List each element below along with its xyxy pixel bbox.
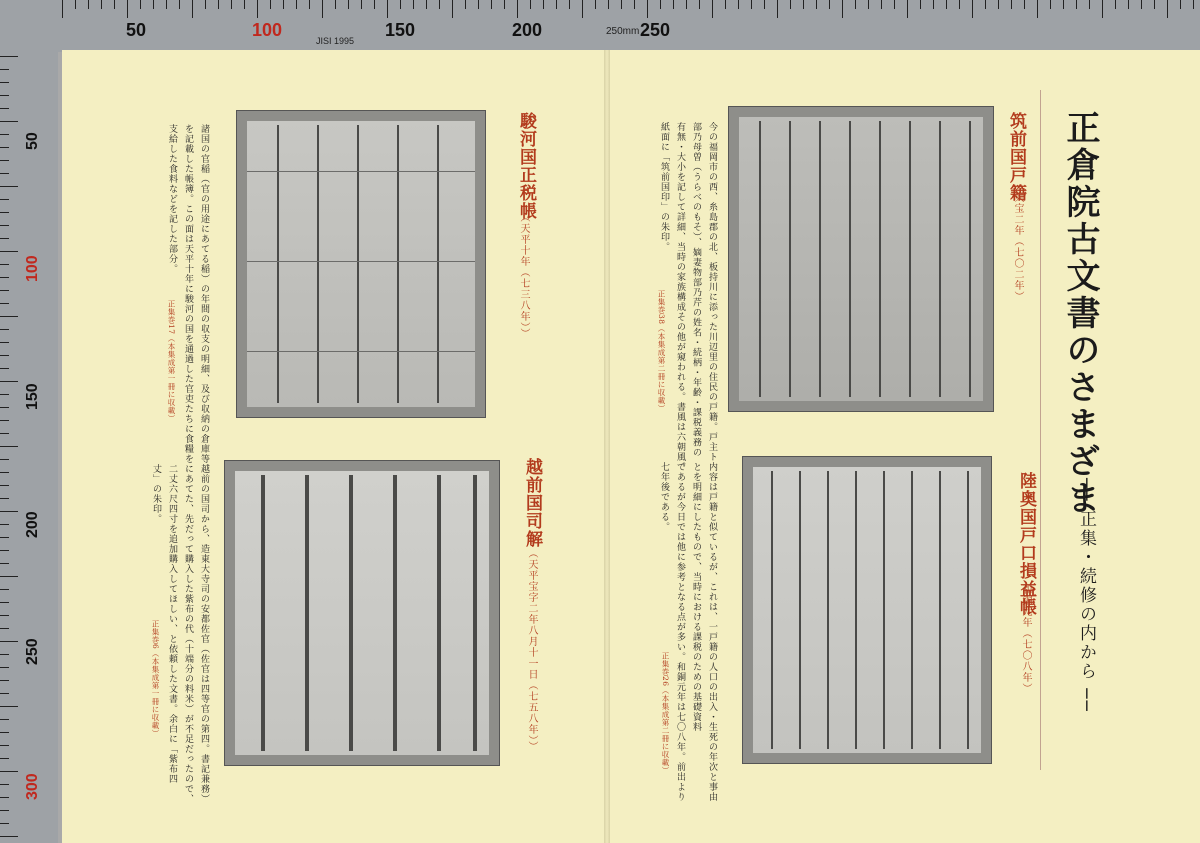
ruler-tick	[0, 628, 9, 629]
ruler-tick	[0, 420, 9, 421]
ruler-tick	[0, 173, 9, 174]
ruler-tick	[413, 0, 414, 9]
ruler-tick	[426, 0, 427, 9]
ruler-tick	[0, 95, 9, 96]
ruler-tick	[595, 0, 596, 9]
doc-date-mutsu: 和銅元年（七〇八年）	[1020, 584, 1031, 694]
doc-body-line: を記載した帳簿。この面は天平十年に駿河の国を通過した官吏たちに食糧を	[183, 124, 193, 464]
ruler-tick	[1180, 0, 1181, 9]
ruler-tick	[959, 0, 960, 9]
ruler-tick	[725, 0, 726, 9]
ruler-tick	[0, 446, 18, 447]
doc-body-line: とを明細にしたもので、当時における課税のための基礎資料	[691, 462, 701, 732]
ruler-tick	[0, 836, 18, 837]
ruler-tick	[751, 0, 752, 9]
doc-title-mutsu: 陸奥国戸口損益帳	[1016, 472, 1036, 616]
ruler-tick	[1063, 0, 1064, 9]
ruler-tick	[88, 0, 89, 9]
ruler-tick	[0, 537, 9, 538]
ruler-tick	[530, 0, 531, 9]
ruler-tick	[465, 0, 466, 9]
ruler-tick	[0, 290, 9, 291]
ruler-tick	[673, 0, 674, 9]
ruler-tick	[868, 0, 869, 9]
ruler-tick	[244, 0, 245, 9]
ruler-number: 100	[24, 255, 41, 282]
doc-date-chikuzen: 大宝二年（七〇二年）	[1012, 192, 1023, 302]
ruler-tick	[374, 0, 375, 9]
ruler-top	[0, 0, 1200, 52]
ruler-tick	[660, 0, 661, 9]
doc-body-line: 部乃母曽（うらべのもそ）、嫡妻物部乃芹の姓名・続柄・年齢・課税義務の	[691, 122, 701, 458]
ruler-tick	[335, 0, 336, 9]
ruler-tick	[803, 0, 804, 9]
ruler-left	[0, 0, 58, 843]
ruler-tick	[0, 82, 9, 83]
ruler-tick	[179, 0, 180, 9]
ruler-tick	[0, 212, 9, 213]
ruler-tick	[0, 563, 9, 564]
doc-citation-echizen: 正集巻6（本集成第一冊に収載）	[151, 620, 160, 738]
ruler-tick	[0, 199, 9, 200]
ruler-tick	[140, 0, 141, 9]
ruler-tick	[0, 823, 9, 824]
ruler-tick	[0, 368, 9, 369]
ruler-tick	[153, 0, 154, 9]
ruler-tick	[0, 511, 18, 512]
ruler-tick	[348, 0, 349, 9]
ruler-tick	[1167, 0, 1168, 18]
ruler-tick	[556, 0, 557, 9]
page-subtitle: ── 正集・続修の内から ──	[1076, 478, 1096, 713]
ruler-tick	[166, 0, 167, 9]
doc-body-line: 丈」の朱印。	[151, 464, 161, 524]
ruler-tick	[0, 498, 9, 499]
ruler-tick	[0, 797, 9, 798]
ruler-tick	[0, 719, 9, 720]
ruler-tick	[0, 251, 18, 252]
ruler-number: 200	[24, 511, 41, 538]
ruler-number: 50	[126, 20, 147, 40]
ruler-tick	[0, 407, 9, 408]
ruler-tick	[1011, 0, 1012, 9]
ruler-tick	[764, 0, 765, 9]
ruler-tick	[777, 0, 778, 18]
ruler-tick	[972, 0, 973, 18]
ruler-tick	[0, 108, 9, 109]
ruler-tick	[543, 0, 544, 9]
ruler-number: 150	[385, 20, 416, 40]
ruler-number: 150	[24, 383, 41, 410]
ruler-tick	[0, 745, 9, 746]
ruler-tick	[517, 0, 518, 18]
ruler-tick	[0, 758, 9, 759]
ruler-tick	[0, 810, 9, 811]
doc-title-chikuzen: 筑前国戸籍	[1006, 112, 1026, 202]
ruler-tick	[0, 160, 9, 161]
ruler-tick	[1154, 0, 1155, 9]
ruler-tick	[0, 641, 18, 642]
ruler-tick	[491, 0, 492, 9]
ruler-tick	[439, 0, 440, 9]
ruler-tick	[881, 0, 882, 9]
ruler-tick	[0, 225, 9, 226]
ruler-tick	[0, 186, 18, 187]
ruler-tick	[0, 693, 9, 694]
ruler-tick	[1141, 0, 1142, 9]
ruler-tick	[0, 784, 9, 785]
doc-body-line: 七年後である。	[659, 462, 669, 532]
ruler-tick	[1128, 0, 1129, 9]
ruler-number: 250	[24, 638, 41, 665]
document-photo-echizen	[224, 460, 500, 766]
ruler-tick	[0, 472, 9, 473]
ruler-tick	[855, 0, 856, 9]
ruler-number: 250	[640, 20, 671, 40]
doc-body-line: であるが今日では他に参考となる点が多い。和銅元年は七〇八年。前出より	[675, 462, 685, 802]
doc-body-line: にあてた、先だって購入した紫布の代（十端分の料米）が不足だったので、	[183, 464, 193, 804]
ruler-tick	[582, 0, 583, 18]
ruler-tick	[1102, 0, 1103, 18]
doc-body-line: 紙面に「筑前国印」の朱印。	[659, 122, 669, 252]
ruler-tick	[270, 0, 271, 9]
doc-date-suruga: （天平十年（七三八年））	[518, 212, 529, 339]
ruler-tick	[0, 134, 9, 135]
ruler-tick	[907, 0, 908, 18]
ruler-number: 50	[24, 132, 41, 150]
ruler-tick	[387, 0, 388, 18]
ruler-number: 200	[512, 20, 543, 40]
ruler-tick	[0, 771, 18, 772]
doc-citation-chikuzen: 正集巻38（本集成第二冊に収載）	[657, 290, 666, 413]
ruler-tick	[0, 433, 9, 434]
ruler-tick	[322, 0, 323, 18]
ruler-tick	[1115, 0, 1116, 9]
ruler-tick	[1050, 0, 1051, 9]
doc-citation-mutsu: 正集巻26（本集成第二冊に収載）	[661, 652, 670, 775]
ruler-tick	[0, 485, 9, 486]
ruler-tick	[0, 69, 9, 70]
ruler-tick	[452, 0, 453, 18]
ruler-tick	[712, 0, 713, 18]
ruler-tick	[1193, 0, 1194, 9]
ruler-tick	[192, 0, 193, 18]
ruler-tick	[0, 381, 18, 382]
ruler-unit: 250mm	[606, 26, 640, 37]
ruler-tick	[0, 524, 9, 525]
ruler-tick	[0, 56, 18, 57]
ruler-tick	[686, 0, 687, 9]
ruler-tick	[0, 706, 18, 707]
ruler-tick	[101, 0, 102, 9]
ruler-tick	[933, 0, 934, 9]
ruler-tick	[231, 0, 232, 9]
ruler-tick	[400, 0, 401, 9]
doc-body-line: 二丈六尺四寸を追加購入してほしい、と依頼した文書。余白に「紫布四	[167, 464, 177, 784]
ruler-tick	[621, 0, 622, 9]
doc-date-echizen: （天平宝字二年八月十一日（七五八年））	[526, 548, 537, 752]
ruler-tick	[1076, 0, 1077, 9]
ruler-tick	[0, 121, 18, 122]
ruler-tick	[0, 342, 9, 343]
ruler-tick	[608, 0, 609, 9]
ruler-tick	[361, 0, 362, 9]
ruler-tick	[0, 277, 9, 278]
ruler-tick	[0, 355, 9, 356]
ruler-tick	[998, 0, 999, 9]
book-spine	[604, 50, 610, 843]
ruler-tick	[1024, 0, 1025, 9]
document-photo-mutsu	[742, 456, 992, 764]
ruler-tick	[0, 147, 9, 148]
ruler-tick	[478, 0, 479, 9]
ruler-tick	[842, 0, 843, 18]
doc-body-line: 内容は戸籍と似ているが、これは、一戸籍の人口の出入・生死の年次と事由	[707, 462, 717, 802]
ruler-tick	[829, 0, 830, 9]
doc-body-line: 今の福岡市の西、糸島郡の北、板持川に添った川辺里の住民の戸籍。戸主ト	[707, 122, 717, 462]
doc-title-echizen: 越前国司解	[522, 458, 542, 548]
doc-body-line: 有無・大小を記して詳細、当時の家族構成その他が窺われる。書風は六朝風。	[675, 122, 685, 472]
ruler-tick	[985, 0, 986, 9]
doc-citation-suruga: 正集巻17（本集成第一冊に収載）	[167, 300, 176, 423]
ruler-tick	[218, 0, 219, 9]
ruler-tick	[816, 0, 817, 9]
ruler-tick	[569, 0, 570, 9]
ruler-tick	[205, 0, 206, 9]
ruler-tick	[1037, 0, 1038, 18]
ruler-tick	[296, 0, 297, 9]
ruler-tick	[0, 238, 9, 239]
ruler-tick	[1089, 0, 1090, 9]
ruler-tick	[0, 264, 9, 265]
ruler-small-text: JISI 1995	[316, 36, 355, 46]
doc-body-line: 支給した食料などを記した部分。	[167, 124, 177, 274]
ruler-tick	[699, 0, 700, 9]
ruler-tick	[0, 329, 9, 330]
ruler-tick	[0, 680, 9, 681]
ruler-tick	[504, 0, 505, 9]
ruler-tick	[0, 667, 9, 668]
doc-body-line: 諸国の官稲（官の用途にあてる稲）の年間の収支の明細、及び収納の倉庫等	[199, 124, 209, 464]
ruler-tick	[0, 459, 9, 460]
ruler-tick	[0, 589, 9, 590]
ruler-tick	[283, 0, 284, 9]
ruler-tick	[0, 654, 9, 655]
ruler-tick	[738, 0, 739, 9]
ruler-tick	[0, 394, 9, 395]
ruler-tick	[647, 0, 648, 18]
ruler-tick	[634, 0, 635, 9]
ruler-tick	[0, 602, 9, 603]
ruler-number: 300	[24, 773, 41, 800]
ruler-tick	[894, 0, 895, 9]
ruler-tick	[0, 615, 9, 616]
ruler-tick	[75, 0, 76, 9]
ruler-number: 100	[252, 20, 283, 40]
document-photo-chikuzen	[728, 106, 994, 412]
ruler-tick	[790, 0, 791, 9]
ruler-tick	[0, 550, 9, 551]
ruler-tick	[0, 576, 18, 577]
ruler-tick	[0, 732, 9, 733]
ruler-tick	[0, 316, 18, 317]
doc-title-suruga: 駿河国正税帳	[516, 112, 536, 220]
ruler-tick	[257, 0, 258, 18]
ruler-tick	[0, 303, 9, 304]
ruler-tick	[62, 0, 63, 18]
ruler-tick	[920, 0, 921, 9]
ruler-tick	[114, 0, 115, 9]
doc-body-line: 越前の国司から、造東大寺司の安都佐官（佐官は四等官の第四。書記兼務）	[199, 464, 209, 804]
ruler-tick	[127, 0, 128, 18]
page-title: 正倉院古文書のさまざま	[1060, 110, 1100, 517]
document-photo-suruga	[236, 110, 486, 418]
ruler-tick	[309, 0, 310, 9]
ruler-tick	[946, 0, 947, 9]
